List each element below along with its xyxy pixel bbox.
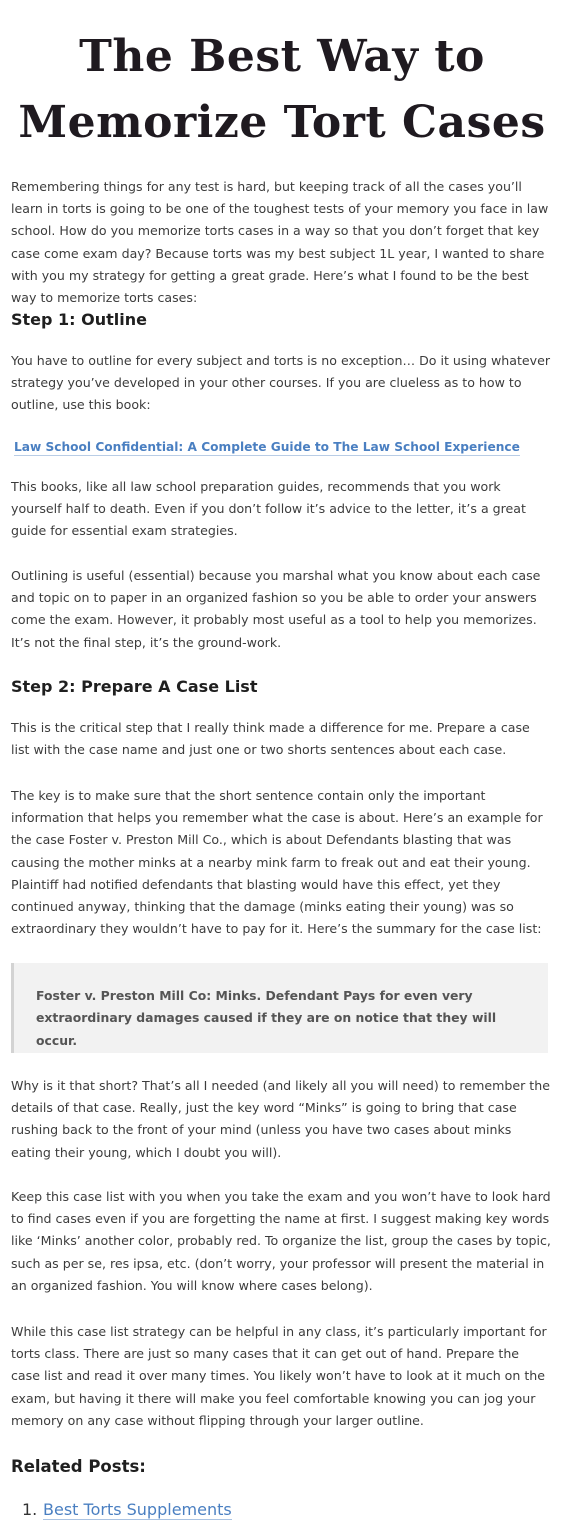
step2-paragraph-5: While this case list strategy can be helpful in any class, it’s particularly important for torts class. There are just so many cases that it can get out of hand. Prepare the case list and read it over many times. You likely won’t have to look at it much on the exam, but having it there will make you feel comfortable knowing you can jog your memory on any case without flipping through your larger outline. bbox=[11, 1324, 547, 1428]
related-post-item bbox=[22, 1500, 232, 1520]
step2-paragraph-1: This is the critical step that I really think made a difference for me. Prepare a case list with the case name and just one or two shorts sentences about each case. bbox=[11, 720, 530, 758]
case-summary-blockquote bbox=[11, 963, 548, 1053]
related-post-number: 1. bbox=[22, 1500, 38, 1519]
step1-heading: Step 1: Outline bbox=[11, 310, 147, 329]
step1-paragraph-2: This books, like all law school preparation guides, recommends that you work yourself half to death. Even if you don’t follow it’s advice to the letter, it’s a great guide for essential exam strategies. bbox=[11, 479, 526, 539]
intro-paragraph: Remembering things for any test is hard, but keeping track of all the cases you’ll learn in torts is going to be one of the toughest tests of your memory you face in law school. How do you memorize torts cases in a way so that you don’t forget that key case come exam day? Because torts was my best subject 1L year, I wanted to share with you my strategy for getting a great grade. Here’s what I found to be the best way to memorize torts cases: bbox=[11, 179, 549, 306]
related-post-link[interactable]: Best Torts Supplements bbox=[43, 1500, 232, 1519]
blockquote-text: Foster v. Preston Mill Co: Minks. Defendant Pays for even very extraordinary damages caused if they are on notice that they will occur. bbox=[36, 988, 497, 1048]
step1-paragraph-3: Outlining is useful (essential) because you marshal what you know about each case and topic on to paper in an organized fashion so you be able to order your answers come the exam. However, it probably most useful as a tool to help you memorizes. It’s not the final step, it’s the ground-work. bbox=[11, 568, 541, 650]
step2-paragraph-2: The key is to make sure that the short sentence contain only the important information that helps you remember what the case is about. Here’s an example for the case Foster v. Preston Mill Co., which is about Defendants blasting that was causing the mother minks at a nearby mink farm to freak out and eat their young. Plaintiff had notified defendants that blasting would have this effect, yet they continued anyway, thinking that the damage (minks eating their young) was so extraordinary they wouldn’t have to pay for it. Here’s the summary for the case list: bbox=[11, 788, 543, 937]
step1-paragraph-1: You have to outline for every subject and torts is no exception… Do it using whatever strategy you’ve developed in your other courses. If you are clueless as to how to outline, use this book: bbox=[11, 353, 551, 413]
step2-paragraph-3: Why is it that short? That’s all I needed (and likely all you will need) to remember the details of that case. Really, just the key word “Minks” is going to bring that case rushing back to the front of your mind (unless you have two cases about minks eating their young, which I doubt you will). bbox=[11, 1078, 550, 1160]
step2-paragraph-4: Keep this case list with you when you take the exam and you won’t have to look hard to find cases even if you are forgetting the name at first. I suggest making key words like ‘Minks’ another color, probably red. To organize the list, group the cases by topic, such as per se, res ipsa, etc. (don’t worry, your professor will present the material in an organized fashion. You will know where cases belong). bbox=[11, 1189, 551, 1293]
related-posts-list bbox=[22, 1500, 232, 1520]
related-posts-heading: Related Posts: bbox=[11, 1457, 146, 1476]
book-link[interactable]: Law School Confidential: A Complete Guide to The Law School Experience bbox=[14, 440, 520, 454]
article-title: The Best Way to Memorize Tort Cases bbox=[18, 31, 546, 148]
step2-heading: Step 2: Prepare A Case List bbox=[11, 677, 258, 696]
